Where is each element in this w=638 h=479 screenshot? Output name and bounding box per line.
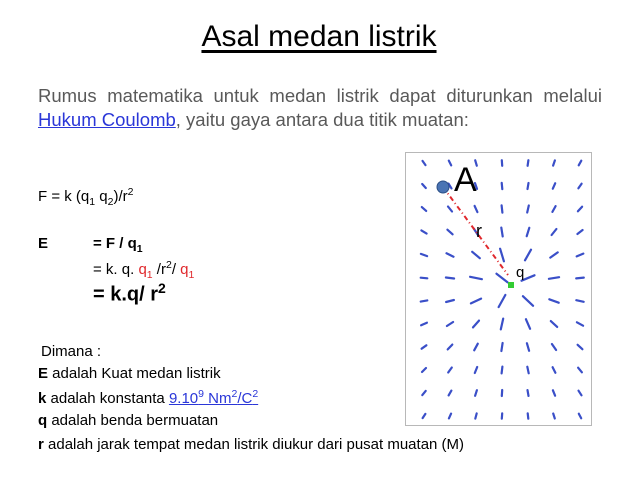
field-arrow bbox=[475, 413, 476, 418]
charge-marker bbox=[508, 282, 514, 288]
field-arrow bbox=[473, 321, 479, 328]
definitions-heading: Dimana : bbox=[41, 343, 102, 360]
constant-link[interactable]: 9.10$^9$ $Nm^2/C^2$ bbox=[168, 388, 259, 407]
field-arrow bbox=[553, 183, 555, 188]
field-arrow bbox=[553, 160, 555, 165]
field-arrow bbox=[423, 161, 426, 165]
field-arrow bbox=[501, 343, 502, 351]
field-arrow bbox=[446, 278, 454, 279]
field-arrow bbox=[553, 414, 555, 419]
field-arrow bbox=[576, 278, 584, 279]
field-arrow bbox=[525, 250, 531, 261]
field-arrow bbox=[421, 300, 428, 301]
distance-label: r bbox=[476, 221, 482, 241]
field-arrow bbox=[578, 345, 583, 349]
intro-text-after: , yaitu gaya antara dua titik muatan: bbox=[175, 109, 469, 130]
field-arrow bbox=[474, 344, 478, 351]
field-arrow bbox=[577, 322, 583, 325]
field-arrow bbox=[502, 205, 503, 212]
field-arrow bbox=[446, 300, 454, 302]
field-arrow bbox=[500, 249, 504, 262]
field-arrow bbox=[576, 300, 583, 302]
field-arrow bbox=[422, 345, 427, 348]
field-arrow bbox=[528, 183, 529, 189]
field-arrow bbox=[421, 278, 428, 279]
field-arrow bbox=[422, 207, 426, 211]
field-arrow bbox=[552, 206, 555, 212]
field-arrow bbox=[527, 367, 528, 374]
field-arrow bbox=[449, 414, 451, 419]
field-arrow bbox=[527, 228, 530, 236]
e-label: E bbox=[38, 235, 49, 252]
definition-r: r adalah jarak tempat medan listrik diukur dari pusat muatan (M) bbox=[38, 436, 465, 453]
field-arrow bbox=[421, 254, 427, 256]
e-formula-2: = k. q. $q_1$ $/r^2/$ $q_1$ bbox=[93, 259, 195, 281]
field-arrow bbox=[549, 277, 559, 279]
field-arrow bbox=[447, 230, 452, 235]
field-arrow bbox=[422, 184, 426, 188]
field-arrow bbox=[528, 413, 529, 418]
field-arrow bbox=[449, 161, 451, 166]
field-arrow bbox=[471, 299, 481, 304]
field-arrows bbox=[406, 153, 591, 425]
field-arrow bbox=[448, 368, 452, 373]
field-arrow bbox=[423, 414, 426, 418]
field-arrow bbox=[501, 228, 502, 237]
field-arrow bbox=[448, 207, 452, 212]
field-arrow bbox=[501, 319, 503, 330]
definition-e: E adalah Kuat medan listrik bbox=[38, 365, 221, 382]
field-arrow bbox=[523, 296, 533, 306]
field-arrow bbox=[577, 230, 582, 234]
field-arrow bbox=[528, 390, 529, 396]
intro-text-before: Rumus matematika untuk medan listrik dapat diturunkan melalui bbox=[38, 85, 602, 106]
charge-label: q bbox=[516, 264, 525, 281]
field-arrow bbox=[550, 252, 557, 257]
field-arrow bbox=[527, 206, 529, 213]
field-arrow bbox=[578, 207, 582, 212]
field-arrow bbox=[579, 161, 582, 166]
field-arrow bbox=[497, 274, 508, 283]
intro-paragraph bbox=[38, 84, 602, 132]
field-arrow bbox=[551, 321, 557, 327]
field-arrow bbox=[502, 367, 503, 374]
field-arrow bbox=[579, 414, 581, 419]
page-title: Asal medan listrik bbox=[201, 20, 437, 53]
field-arrow bbox=[422, 391, 425, 395]
coulomb-formula: F = k ($q_1$ $q_2)/r^2$ bbox=[38, 186, 134, 208]
field-arrow bbox=[449, 391, 452, 396]
field-arrow bbox=[422, 368, 426, 372]
point-a-marker bbox=[437, 181, 449, 193]
field-arrow bbox=[549, 299, 558, 302]
field-arrow bbox=[578, 184, 581, 189]
definition-q: q adalah benda bermuatan bbox=[38, 412, 219, 429]
field-arrow bbox=[528, 160, 529, 166]
definition-k: k adalah konstanta 9.10$^9$ $Nm^2/C^2$ bbox=[38, 388, 259, 407]
field-arrow bbox=[447, 253, 454, 256]
hukum-coulomb-link[interactable]: Hukum Coulomb bbox=[38, 109, 176, 130]
field-arrow bbox=[472, 252, 480, 258]
field-arrow bbox=[552, 344, 556, 350]
field-arrow bbox=[527, 343, 529, 351]
electric-field-diagram bbox=[405, 152, 592, 426]
field-arrow bbox=[577, 254, 584, 257]
e-formula-1: = F / $q_1$ bbox=[93, 235, 143, 255]
field-arrow bbox=[421, 323, 427, 326]
field-arrow bbox=[421, 230, 426, 233]
field-arrow bbox=[475, 390, 477, 396]
field-arrow bbox=[553, 390, 555, 395]
field-arrow bbox=[448, 345, 453, 350]
field-arrow bbox=[470, 277, 482, 279]
field-arrow bbox=[579, 391, 582, 396]
field-arrow bbox=[502, 183, 503, 189]
e-formula-3: = k.q/ $r^2$ bbox=[93, 280, 166, 306]
field-arrow bbox=[578, 368, 582, 373]
point-a-label: A bbox=[454, 161, 477, 199]
field-arrow bbox=[526, 319, 530, 329]
field-arrow bbox=[499, 295, 506, 307]
field-arrow bbox=[553, 367, 556, 373]
field-arrow bbox=[552, 229, 557, 235]
field-arrow bbox=[447, 322, 453, 326]
field-arrow bbox=[475, 206, 478, 212]
field-arrow bbox=[475, 367, 477, 373]
